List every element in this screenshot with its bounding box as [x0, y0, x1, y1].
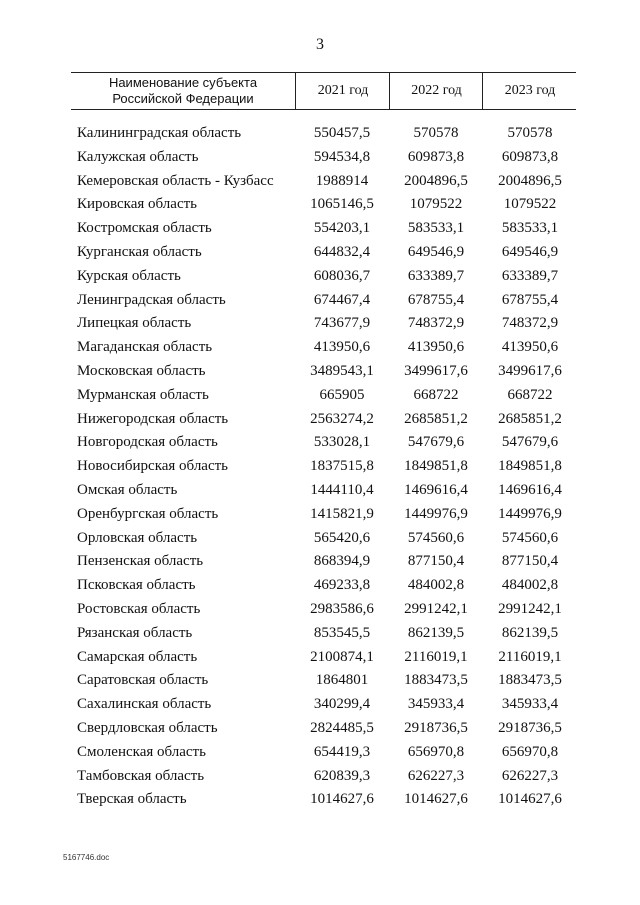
- value-2022: 626227,3: [407, 767, 465, 784]
- value-2021: 665905: [319, 386, 365, 403]
- value-2021: 654419,3: [313, 743, 371, 760]
- value-2021: 2824485,5: [310, 719, 374, 736]
- value-2022: 345933,4: [407, 696, 465, 713]
- value-2021: 853545,5: [313, 624, 371, 641]
- value-2022: 1849851,8: [404, 458, 468, 475]
- value-2023: 668722: [507, 386, 553, 403]
- region-name: Оренбургская область: [77, 505, 219, 522]
- region-name: Псковская область: [77, 577, 196, 594]
- value-2023: 345933,4: [501, 696, 559, 713]
- value-2021: 340299,4: [313, 696, 371, 713]
- value-2021: 1444110,4: [310, 481, 374, 498]
- table-row: [0, 408, 640, 432]
- table-row: [0, 146, 640, 170]
- value-2023: 484002,8: [501, 577, 559, 594]
- table-row: [0, 170, 640, 194]
- table-row: [0, 336, 640, 360]
- value-2021: 533028,1: [313, 434, 371, 451]
- value-2023: 1469616,4: [498, 481, 562, 498]
- value-2022: 3499617,6: [404, 362, 468, 379]
- value-2022: 1014627,6: [404, 791, 468, 808]
- value-2022: 1079522: [409, 196, 463, 213]
- table-row: [0, 122, 640, 146]
- document-id: 5167746.doc: [63, 853, 110, 862]
- region-name: Тамбовская область: [77, 767, 205, 784]
- table-row: [0, 646, 640, 670]
- value-2022: 1449976,9: [404, 505, 468, 522]
- value-2021: 3489543,1: [310, 362, 374, 379]
- table-row: [0, 693, 640, 717]
- table-row: [0, 479, 640, 503]
- value-2023: 2918736,5: [498, 719, 562, 736]
- value-2023: 2991242,1: [498, 600, 562, 617]
- header-region-name-line-2: Российской Федерации: [112, 91, 254, 106]
- value-2022: 574560,6: [407, 529, 465, 546]
- region-name: Кемеровская область - Кузбасс: [77, 172, 274, 189]
- value-2021: 1014627,6: [310, 791, 374, 808]
- page-number: 3: [316, 36, 324, 53]
- value-2021: 594534,8: [313, 148, 371, 165]
- table-row: [0, 669, 640, 693]
- region-name: Нижегородская область: [77, 410, 229, 427]
- value-2022: 1883473,5: [404, 672, 468, 689]
- value-2021: 1415821,9: [310, 505, 374, 522]
- value-2023: 1883473,5: [498, 672, 562, 689]
- value-2023: 656970,8: [501, 743, 559, 760]
- value-2022: 583533,1: [407, 220, 465, 237]
- region-name: Курская область: [77, 267, 181, 284]
- value-2021: 1988914: [315, 172, 369, 189]
- value-2023: 626227,3: [501, 767, 559, 784]
- value-2022: 633389,7: [407, 267, 465, 284]
- value-2021: 413950,6: [313, 339, 371, 356]
- value-2022: 2004896,5: [404, 172, 468, 189]
- value-2023: 1079522: [503, 196, 557, 213]
- table-row: [0, 431, 640, 455]
- region-name: Саратовская область: [77, 672, 209, 689]
- value-2023: 583533,1: [501, 220, 559, 237]
- region-name: Ростовская область: [77, 600, 201, 617]
- value-2023: 633389,7: [501, 267, 559, 284]
- value-2022: 649546,9: [407, 243, 465, 260]
- value-2022: 570578: [413, 125, 459, 141]
- region-name: Липецкая область: [77, 315, 192, 332]
- value-2023: 574560,6: [501, 529, 559, 546]
- region-name: Новгородская область: [77, 434, 218, 451]
- table-row: [0, 788, 640, 812]
- region-name: Омская область: [77, 481, 178, 498]
- value-2023: 877150,4: [501, 553, 559, 570]
- value-2022: 748372,9: [407, 315, 465, 332]
- region-name: Тверская область: [77, 791, 187, 808]
- table-row: [0, 765, 640, 789]
- value-2022: 656970,8: [407, 743, 465, 760]
- value-2023: 1849851,8: [498, 458, 562, 475]
- region-name: Калининградская область: [77, 125, 242, 141]
- table-row: [0, 741, 640, 765]
- header-year-2022: 2022 год: [389, 73, 483, 109]
- value-2022: 678755,4: [407, 291, 465, 308]
- table-row: [0, 717, 640, 741]
- value-2023: 678755,4: [501, 291, 559, 308]
- table-row: [0, 598, 640, 622]
- value-2022: 668722: [413, 386, 459, 403]
- region-name: Свердловская область: [77, 719, 218, 736]
- table-row: [0, 217, 640, 241]
- value-2022: 547679,6: [407, 434, 465, 451]
- value-2021: 644832,4: [313, 243, 371, 260]
- value-2021: 565420,6: [313, 529, 371, 546]
- value-2021: 2100874,1: [310, 648, 374, 665]
- value-2021: 1065146,5: [310, 196, 374, 213]
- region-name: Московская область: [77, 362, 206, 379]
- value-2021: 550457,5: [313, 125, 371, 141]
- region-name: Рязанская область: [77, 624, 193, 641]
- value-2022: 609873,8: [407, 148, 465, 165]
- region-name: Костромская область: [77, 220, 212, 237]
- table-row: [0, 241, 640, 265]
- table-body: [0, 122, 640, 812]
- header-region-name-line-1: Наименование субъекта: [108, 75, 258, 90]
- value-2021: 620839,3: [313, 767, 371, 784]
- region-name: Магаданская область: [77, 339, 213, 356]
- value-2023: 609873,8: [501, 148, 559, 165]
- value-2021: 469233,8: [313, 577, 371, 594]
- table-row: [0, 360, 640, 384]
- region-name: Пензенская область: [77, 553, 204, 570]
- table-row: [0, 622, 640, 646]
- value-2022: 2991242,1: [404, 600, 468, 617]
- value-2021: 868394,9: [313, 553, 371, 570]
- header-year-2023: 2023 год: [482, 73, 577, 109]
- value-2021: 743677,9: [313, 315, 371, 332]
- value-2022: 413950,6: [407, 339, 465, 356]
- value-2021: 1837515,8: [310, 458, 374, 475]
- table-row: [0, 289, 640, 313]
- table-row: [0, 384, 640, 408]
- value-2021: 2563274,2: [310, 410, 374, 427]
- value-2021: 674467,4: [313, 291, 371, 308]
- table-row: [0, 527, 640, 551]
- value-2023: 413950,6: [501, 339, 559, 356]
- value-2023: 1449976,9: [498, 505, 562, 522]
- table-header: [71, 72, 576, 110]
- region-name: Сахалинская область: [77, 696, 212, 713]
- value-2022: 877150,4: [407, 553, 465, 570]
- region-name: Самарская область: [77, 648, 198, 665]
- value-2021: 2983586,6: [310, 600, 374, 617]
- header-year-2021: 2021 год: [295, 73, 390, 109]
- value-2023: 2685851,2: [498, 410, 562, 427]
- value-2022: 1469616,4: [404, 481, 468, 498]
- value-2023: 547679,6: [501, 434, 559, 451]
- header-region-name: [71, 73, 295, 109]
- region-name: Калужская область: [77, 148, 199, 165]
- region-name: Ленинградская область: [77, 291, 226, 308]
- table-row: [0, 193, 640, 217]
- value-2023: 3499617,6: [498, 362, 562, 379]
- region-name: Кировская область: [77, 196, 198, 213]
- value-2021: 1864801: [315, 672, 369, 689]
- value-2023: 649546,9: [501, 243, 559, 260]
- table-row: [0, 503, 640, 527]
- value-2021: 608036,7: [313, 267, 371, 284]
- table-row: [0, 265, 640, 289]
- region-name: Смоленская область: [77, 743, 206, 760]
- table-row: [0, 574, 640, 598]
- table-row: [0, 312, 640, 336]
- value-2022: 2116019,1: [404, 648, 468, 665]
- value-2023: 2004896,5: [498, 172, 562, 189]
- value-2021: 554203,1: [313, 220, 371, 237]
- value-2022: 484002,8: [407, 577, 465, 594]
- region-name: Орловская область: [77, 529, 198, 546]
- table-row: [0, 455, 640, 479]
- value-2022: 2918736,5: [404, 719, 468, 736]
- value-2023: 2116019,1: [498, 648, 562, 665]
- region-name: Мурманская область: [77, 386, 209, 403]
- value-2023: 570578: [507, 125, 553, 141]
- value-2022: 2685851,2: [404, 410, 468, 427]
- region-name: Курганская область: [77, 243, 202, 260]
- value-2022: 862139,5: [407, 624, 465, 641]
- region-name: Новосибирская область: [77, 458, 229, 475]
- value-2023: 1014627,6: [498, 791, 562, 808]
- table-row: [0, 550, 640, 574]
- value-2023: 748372,9: [501, 315, 559, 332]
- value-2023: 862139,5: [501, 624, 559, 641]
